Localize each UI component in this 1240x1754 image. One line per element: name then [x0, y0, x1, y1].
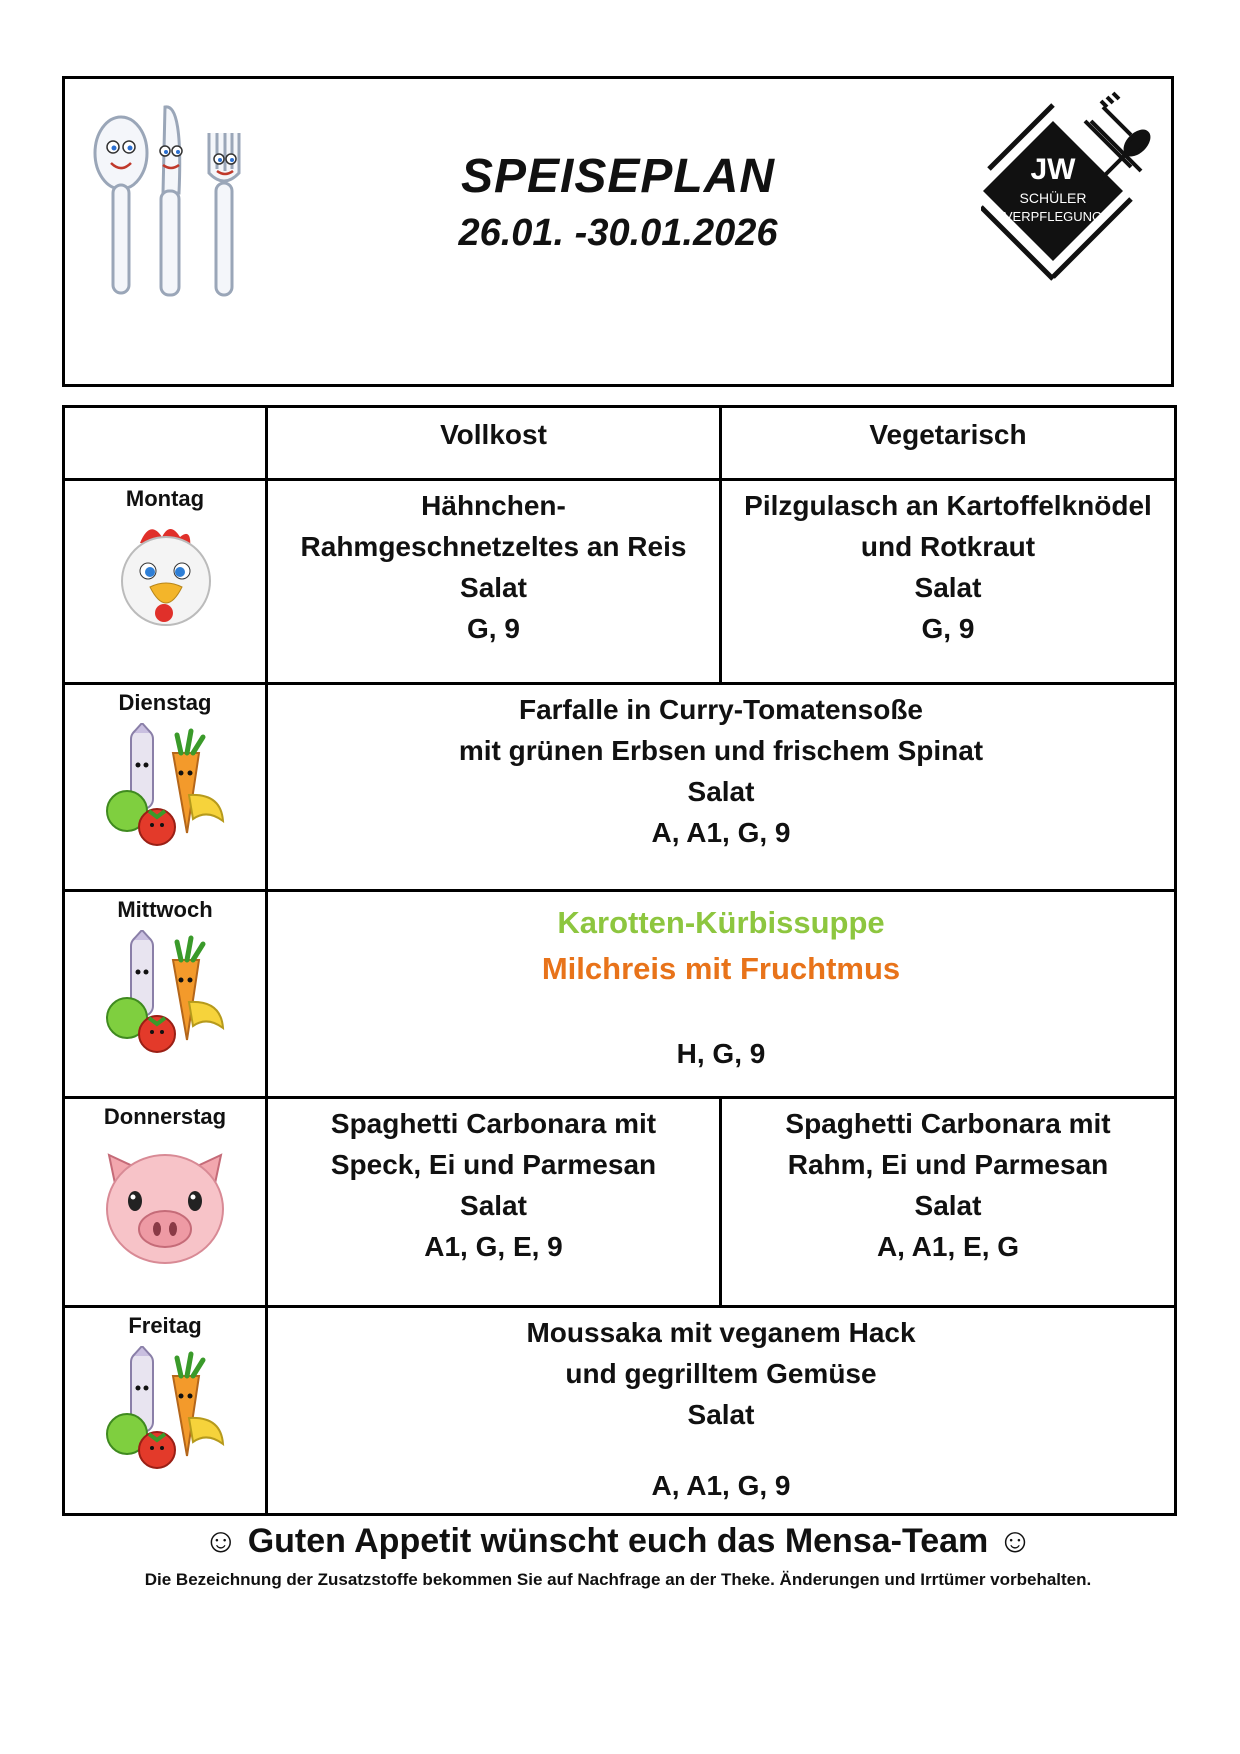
chicken-icon — [110, 519, 220, 631]
allergen-codes: A, A1, G, 9 — [651, 817, 791, 848]
logo-initials: JW — [1030, 153, 1076, 186]
greeting-line — [62, 1522, 1174, 1561]
day-cell-donnerstag — [64, 1098, 267, 1307]
column-header-vegetarisch: Vegetarisch — [721, 407, 1176, 480]
table-row-montag — [64, 480, 1176, 684]
allergen-codes: G, 9 — [467, 613, 520, 644]
meal-line: Rahmgeschnetzeltes an Reis — [300, 531, 687, 562]
meal-cell-montag-vollkost — [267, 480, 721, 684]
meal-cell-montag-vegetarisch — [721, 480, 1176, 684]
day-label-dienstag: Dienstag — [118, 690, 212, 715]
smiley-icon: ☺ — [997, 1522, 1033, 1560]
spacer — [274, 1435, 1168, 1465]
meal-line: Hähnchen- — [421, 490, 566, 521]
meal-line: und gegrilltem Gemüse — [565, 1358, 877, 1389]
meal-line: Rahm, Ei und Parmesan — [787, 1149, 1109, 1180]
soup-line: Karotten-Kürbissuppe — [557, 905, 885, 940]
vegetables-icon — [103, 723, 227, 847]
vegetables-icon — [103, 1346, 227, 1470]
table-row-freitag — [64, 1307, 1176, 1515]
meal-line: Salat — [687, 1399, 755, 1430]
day-label-donnerstag: Donnerstag — [103, 1104, 227, 1129]
meal-line: Salat — [914, 572, 982, 603]
allergen-codes: A, A1, G, 9 — [651, 1470, 791, 1501]
meal-line: Moussaka mit veganem Hack — [526, 1317, 916, 1348]
meal-line: Salat — [460, 1190, 527, 1221]
meal-line: Salat — [914, 1190, 982, 1221]
jw-logo — [981, 91, 1151, 303]
meal-cell-donnerstag-vollkost — [267, 1098, 721, 1307]
meal-cell-mittwoch-combined — [267, 891, 1176, 1098]
meal-line: und Rotkraut — [860, 531, 1036, 562]
meal-line: Salat — [687, 776, 755, 807]
date-range: 26.01. -30.01.2026 — [458, 212, 778, 254]
meal-line: Spaghetti Carbonara mit — [330, 1108, 657, 1139]
meal-line: Spaghetti Carbonara mit — [785, 1108, 1111, 1139]
pig-icon — [95, 1137, 235, 1269]
header-box — [62, 76, 1174, 387]
allergen-codes: A1, G, E, 9 — [424, 1231, 563, 1262]
table-header-row — [64, 407, 1176, 480]
day-label-mittwoch: Mittwoch — [117, 897, 213, 922]
meal-cell-donnerstag-vegetarisch — [721, 1098, 1176, 1307]
day-cell-montag — [64, 480, 267, 684]
meal-cell-freitag-combined — [267, 1307, 1176, 1515]
vegetables-icon — [103, 930, 227, 1054]
greeting-text: Guten Appetit wünscht euch das Mensa-Team — [247, 1522, 989, 1560]
meal-line: Speck, Ei und Parmesan — [330, 1149, 657, 1180]
meal-line: mit grünen Erbsen und frischem Spinat — [458, 735, 984, 766]
logo-line-2: VERPFLEGUNG — [1003, 209, 1103, 224]
day-cell-freitag — [64, 1307, 267, 1515]
spacer — [274, 992, 1168, 1033]
allergen-codes: H, G, 9 — [676, 1038, 766, 1069]
menu-table — [62, 405, 1177, 1516]
meal-line: Salat — [460, 572, 527, 603]
day-label-freitag: Freitag — [128, 1313, 202, 1338]
column-header-vollkost: Vollkost — [267, 407, 721, 480]
day-label-montag: Montag — [125, 486, 205, 511]
table-row-mittwoch — [64, 891, 1176, 1098]
smiley-icon: ☺ — [203, 1522, 239, 1560]
meal-cell-dienstag-combined — [267, 684, 1176, 891]
day-cell-mittwoch — [64, 891, 267, 1098]
table-row-dienstag — [64, 684, 1176, 891]
footnote: Die Bezeichnung der Zusatzstoffe bekommen Sie auf Nachfrage an der Theke. Änderungen und Irrtümer vorbehalten. — [144, 1570, 1092, 1589]
logo-line-1: SCHÜLER — [1019, 190, 1087, 206]
table-row-donnerstag — [64, 1098, 1176, 1307]
allergen-codes: A, A1, E, G — [876, 1231, 1020, 1262]
day-cell-dienstag — [64, 684, 267, 891]
empty-header-cell — [64, 407, 267, 480]
page-title: SPEISEPLAN — [460, 150, 776, 203]
allergen-codes: G, 9 — [921, 613, 975, 644]
meal-line: Farfalle in Curry-Tomatensoße — [518, 694, 923, 725]
main-dish-line: Milchreis mit Fruchtmus — [541, 951, 901, 986]
meal-line: Pilzgulasch an Kartoffelknödel — [744, 490, 1152, 521]
